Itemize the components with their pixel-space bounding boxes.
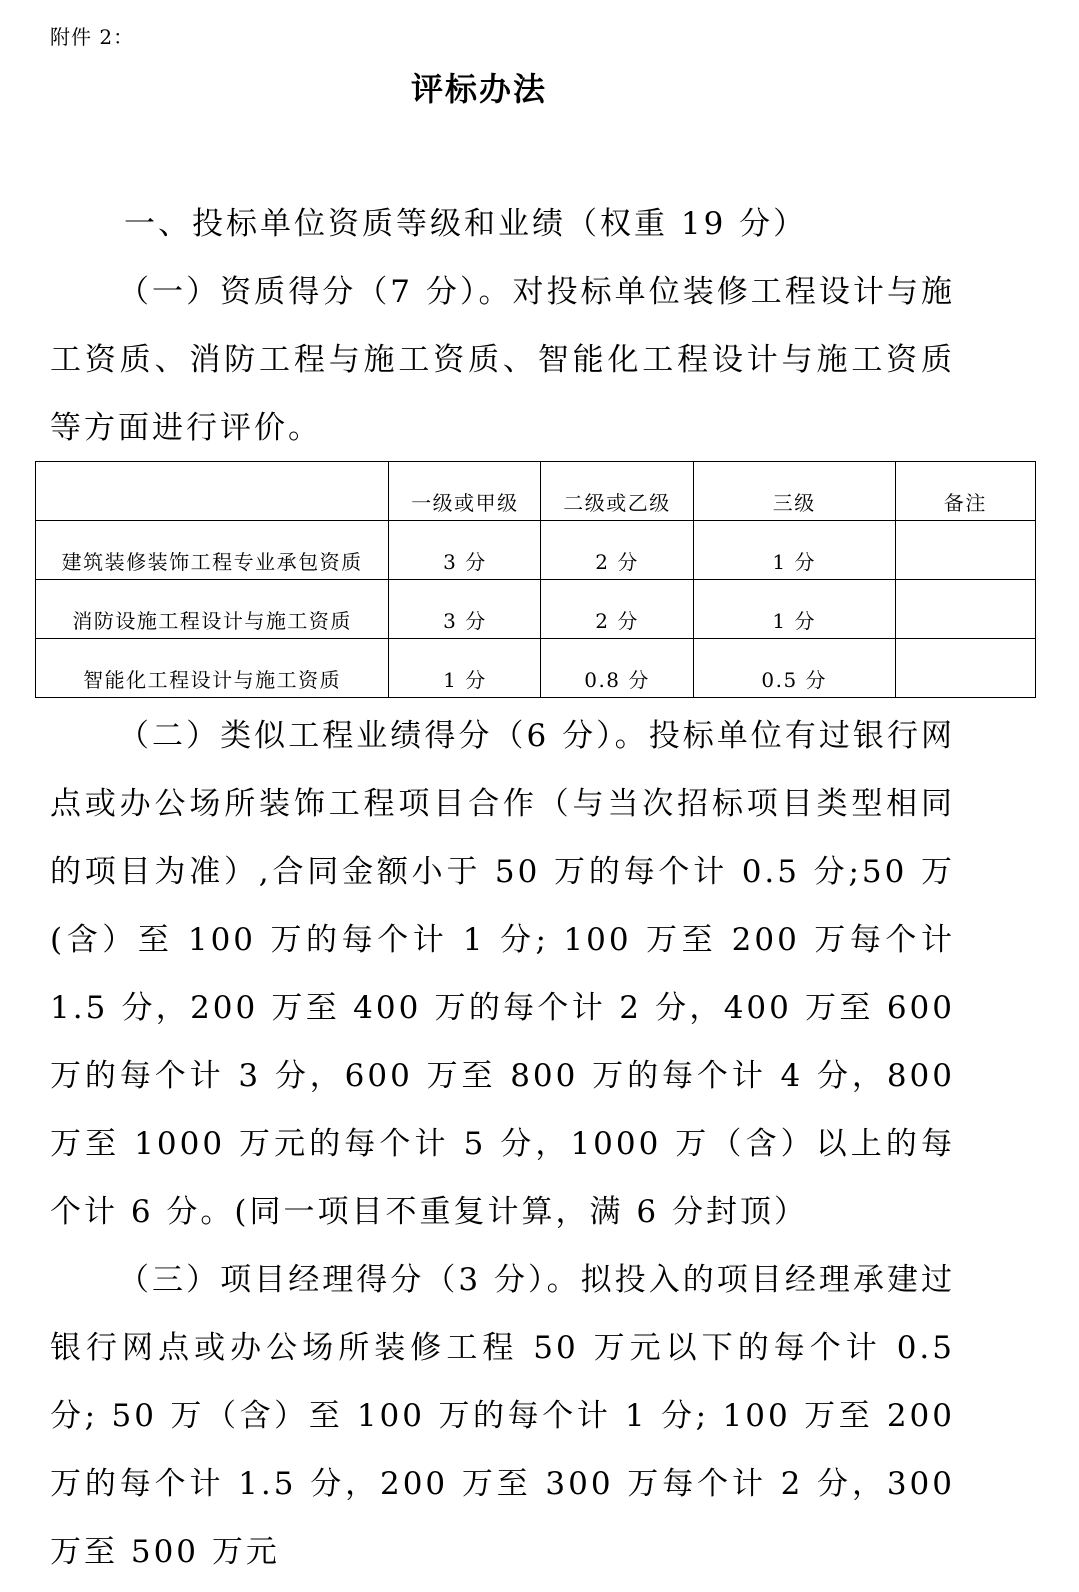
- table-header-row: [36, 462, 1036, 521]
- table-header-cell: [36, 462, 389, 521]
- table-header-cell: 备注: [895, 462, 1035, 521]
- table-cell: 0.8 分: [541, 639, 693, 698]
- table-header-cell: 二级或乙级: [541, 462, 693, 521]
- table-cell: 0.5 分: [693, 639, 895, 698]
- table-row: [36, 580, 1036, 639]
- qualification-paragraph: （一）资质得分（7 分）。对投标单位装修工程设计与施工资质、消防工程与施工资质、智能化工程设计与施工资质等方面进行评价。: [50, 274, 955, 446]
- table-cell: 1 分: [389, 639, 541, 698]
- project-manager-paragraph: （三）项目经理得分（3 分）。拟投入的项目经理承建过银行网点或办公场所装修工程 50 万元以下的每个计 0.5 分; 50 万（含）至 100 万的每个计 1 分; 100 万至 200 万的每个计 1.5 分，200 万至 300 万每个计 2 分，300 万至 500 万元: [50, 1262, 955, 1570]
- table-row: [36, 639, 1036, 698]
- table-cell: 消防设施工程设计与施工资质: [36, 580, 389, 639]
- table-row: [36, 521, 1036, 580]
- table-cell: 1 分: [693, 521, 895, 580]
- table-cell: 2 分: [541, 580, 693, 639]
- table-cell: 2 分: [541, 521, 693, 580]
- table-cell: 3 分: [389, 580, 541, 639]
- document-title: 评标办法: [410, 70, 547, 108]
- performance-paragraph: （二）类似工程业绩得分（6 分）。投标单位有过银行网点或办公场所装饰工程项目合作（与当次招标项目类型相同的项目为准）,合同金额小于 50 万的每个计 0.5 分;50 万(含）至 100 万的每个计 1 分; 100 万至 200 万每个计 1.5 分，200 万至 400 万的每个计 2 分，400 万至 600 万的每个计 3 分，600 万至 800 万的每个计 4 分，800 万至 1000 万元的每个计 5 分，1000 万（含）以上的每个计 6 分。(同一项目不重复计算，满 6 分封顶）: [50, 718, 955, 1230]
- table-header-cell: 三级: [693, 462, 895, 521]
- attachment-label: 附件 2：: [50, 25, 135, 49]
- table-cell: [895, 639, 1035, 698]
- table-cell: 3 分: [389, 521, 541, 580]
- table-cell: 建筑装修装饰工程专业承包资质: [36, 521, 389, 580]
- table-cell: 1 分: [693, 580, 895, 639]
- table-cell: [895, 521, 1035, 580]
- table-cell: 智能化工程设计与施工资质: [36, 639, 389, 698]
- table-header-cell: 一级或甲级: [389, 462, 541, 521]
- table-cell: [895, 580, 1035, 639]
- qualification-score-table: [35, 461, 1036, 698]
- section1-heading: 一、投标单位资质等级和业绩（权重 19 分）: [124, 206, 808, 242]
